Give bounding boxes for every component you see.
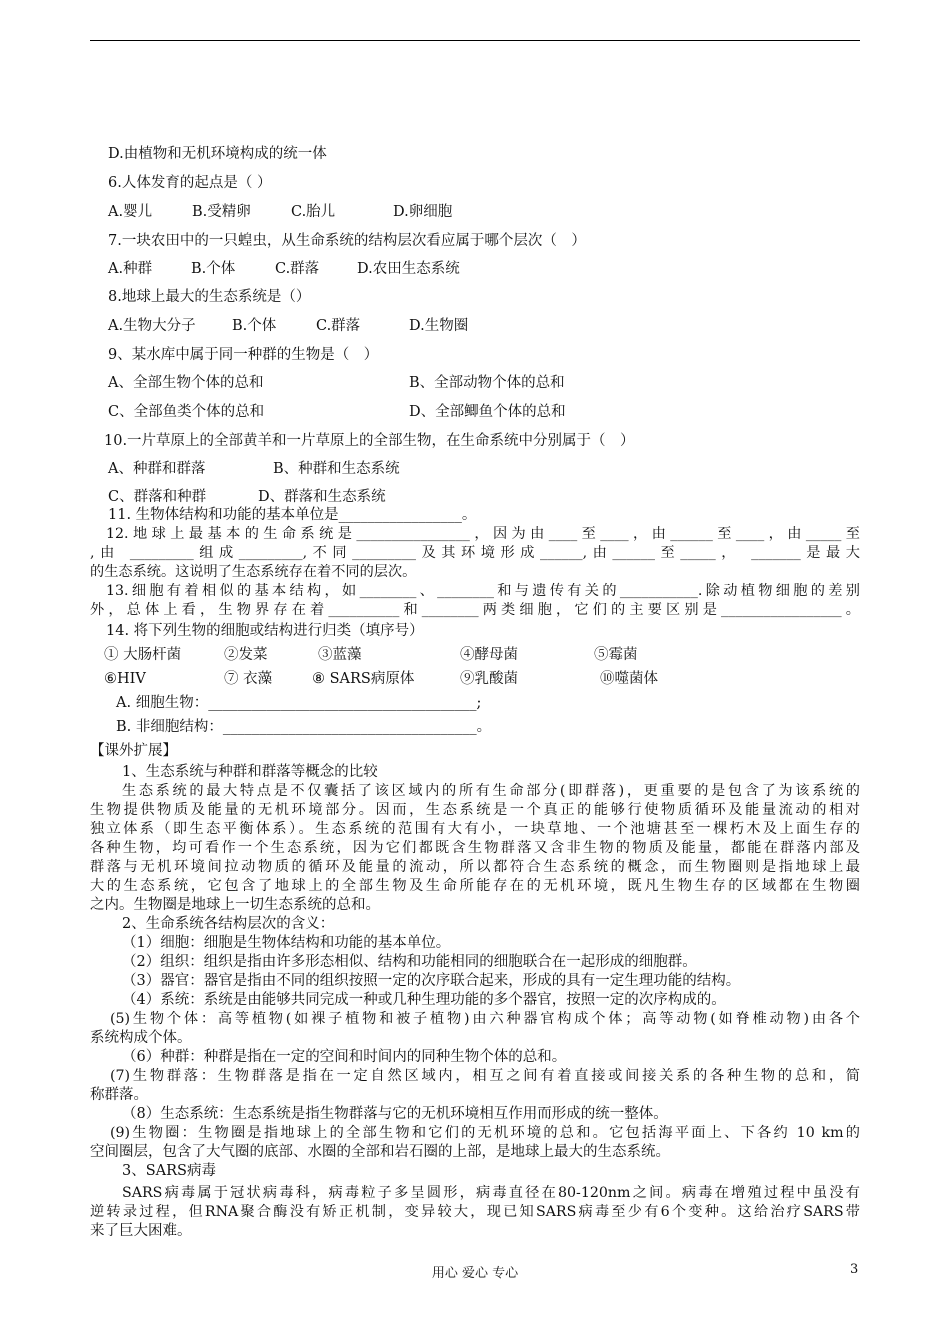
question-line: 9、某水库中属于同一种群的生物是（ ）: [108, 347, 379, 363]
page-number: 3: [850, 1262, 859, 1277]
paragraph-line: 之内。生物圈是地球上一切生态系统的总和。: [90, 897, 380, 913]
fill-blank-line: 的生态系统。这说明了生态系统存在着不同的层次。: [90, 564, 417, 580]
classification-line: B. 非细胞结构：___________________________________。: [116, 719, 492, 735]
paragraph-line: 系统构成个体。: [90, 1030, 192, 1046]
question-line-option: A.婴儿: [108, 204, 153, 220]
question-line-option: C.群落: [316, 318, 361, 334]
fill-blank-line: 12.地球上最基本的生命系统是________________，因为由____至____，由______至____，由_____至: [106, 526, 860, 542]
paragraph-line: 2、生命系统各结构层次的含义：: [122, 916, 335, 932]
paragraph-line: (9)生物圈：生物圈是指地球上的全部生物和它们的无机环境的总和。它包括海平面上、下各约 10 km的: [110, 1125, 860, 1141]
paragraph-line: （4）系统：系统是由能够共同完成一种或几种生理功能的多个器官，按照一定的次序构成的。: [122, 992, 726, 1008]
paragraph-line: 群落与无机环境间拉动物质的循环及能量的流动，所以都符合生态系统的概念，而生物圈则是指地球上最: [90, 859, 860, 875]
paragraph-line: 逆转录过程，但RNA聚合酶没有矫正机制，变异较大，现已知SARS病毒至少有6个变种。这给治疗SARS带: [90, 1204, 860, 1220]
question-line: 11. 生物体结构和功能的基本单位是_________________。: [108, 507, 477, 523]
question-line-option: C.群落: [275, 261, 320, 277]
paragraph-line: （3）器官：器官是指由不同的组织按照一定的次序联合起来，形成的具有一定生理功能的结构。: [122, 973, 741, 989]
classification-line-option: ⑨乳酸菌: [460, 671, 518, 687]
classification-line-option: ②发菜: [224, 647, 268, 663]
question-line-option: C.胎儿: [291, 204, 336, 220]
question-line-option: B.受精卵: [192, 204, 251, 220]
paragraph-line: 称群落。: [90, 1087, 148, 1103]
question-line-option: D.生物圈: [409, 318, 469, 334]
question-line: 7.一块农田中的一只蝗虫，从生命系统的结构层次看应属于哪个层次（ ）: [108, 233, 586, 249]
paragraph-line: （8）生态系统：生态系统是指生物群落与它的无机环境相互作用而形成的统一整体。: [122, 1106, 668, 1122]
paragraph-line: (7)生物群落：生物群落是指在一定自然区域内，相互之间有着直接或间接关系的各种生物的总和，简: [110, 1068, 860, 1084]
question-line-option: B、全部动物个体的总和: [409, 375, 565, 391]
paragraph-line: 生物提供物质及能量的无机环境部分。因而，生态系统是一个真正的能够行使物质循环及能量流动的相对: [90, 802, 860, 818]
classification-line-option: ① 大肠杆菌: [104, 647, 182, 663]
question-line-option: B.个体: [191, 261, 236, 277]
question-line-option: A、种群和群落: [108, 461, 206, 477]
question-line: 10.一片草原上的全部黄羊和一片草原上的全部生物，在生命系统中分别属于（ ）: [104, 433, 635, 449]
fill-blank-line: ,由 _________组成_________,不同_________及其环境形成______,由______至_____， _______是最大: [90, 545, 860, 561]
paragraph-line: 各种生物，均可看作一个生态系统，因为它们都既含生物群落又含非生物的物质及能量，都能在群落内部及: [90, 840, 860, 856]
classification-line-option: ⑩噬菌体: [600, 671, 658, 687]
classification-line-option: ④酵母菌: [460, 647, 518, 663]
paragraph-line: （2）组织：组织是指由许多形态相似、结构和功能相同的细胞联合在一起形成的细胞群。: [122, 954, 697, 970]
classification-line-option: ⑥HIV: [104, 671, 146, 687]
question-line-option: A.生物大分子: [108, 318, 196, 334]
question-line-option: D、群落和生态系统: [258, 489, 386, 505]
question-line-option: C、全部鱼类个体的总和: [108, 404, 265, 420]
classification-line-option: ⑦ 衣藻: [224, 671, 273, 687]
question-line-option: D、全部鲫鱼个体的总和: [409, 404, 566, 420]
question-line-option: A.种群: [108, 261, 153, 277]
paragraph-line: （1）细胞：细胞是生物体结构和功能的基本单位。: [122, 935, 451, 951]
question-line-option: B、种群和生态系统: [273, 461, 400, 477]
fill-blank-line: 13.细胞有着相似的基本结构，如________、________和与遗传有关的___________.除动植物细胞的差别: [106, 583, 860, 599]
question-line-option: D.农田生态系统: [357, 261, 460, 277]
paragraph-line: 生态系统的最大特点是不仅囊括了该区域内的所有生命部分(即群落)，更重要的是包含了为该系统的: [122, 783, 860, 799]
paragraph-line: 大的生态系统，它包含了地球上的全部生物及生命所能存在的无机环境，既凡生物生存的区域都在生物圈: [90, 878, 860, 894]
header-rule: [90, 40, 860, 41]
question-line-option: D.卵细胞: [393, 204, 453, 220]
question-line: 8.地球上最大的生态系统是（）: [108, 289, 311, 305]
paragraph-line: 空间圈层，包含了大气圈的底部、水圈的全部和岩石圈的上部，是地球上最大的生态系统。: [90, 1144, 670, 1160]
question-line: 6.人体发育的起点是（ ）: [108, 175, 272, 191]
section-heading: 【课外扩展】: [90, 743, 177, 759]
paragraph-line: 1、生态系统与种群和群落等概念的比较: [122, 764, 378, 780]
classification-line-option: ⑤霉菌: [594, 647, 638, 663]
paragraph-line: (5)生物个体：高等植物(如裸子植物和被子植物)由六种器官构成个体；高等动物(如脊椎动物)由各个: [110, 1011, 860, 1027]
page-footer: 用心 爱心 专心: [431, 1266, 519, 1281]
paragraph-line: 3、SARS病毒: [122, 1163, 216, 1179]
classification-line: 14. 将下列生物的细胞或结构进行归类（填序号）: [106, 623, 424, 639]
classification-line-option: ③蓝藻: [318, 647, 362, 663]
paragraph-line: 独立体系（即生态平衡体系）。生态系统的范围有大有小，一块草地、一个池塘甚至一棵朽木及上面生存的: [90, 821, 860, 837]
paragraph-line: 来了巨大困难。: [90, 1223, 192, 1239]
classification-line: A. 细胞生物：_____________________________________;: [116, 695, 482, 711]
question-line-option: C、群落和种群: [108, 489, 207, 505]
fill-blank-line: 外，总体上看，生物界存在着__________和________两类细胞，它们的主要区别是_________________。: [90, 602, 860, 618]
paragraph-line: SARS病毒属于冠状病毒科，病毒粒子多呈圆形，病毒直径在80-120nm之间。病毒在增殖过程中虽没有: [122, 1185, 860, 1201]
paragraph-line: （6）种群：种群是指在一定的空间和时间内的同种生物个体的总和。: [122, 1049, 567, 1065]
question-line-option: B.个体: [232, 318, 277, 334]
question-line-option: A、全部生物个体的总和: [108, 375, 264, 391]
question-line: D.由植物和无机环境构成的统一体: [108, 146, 327, 162]
classification-line-option: ⑧ SARS病原体: [312, 671, 415, 687]
